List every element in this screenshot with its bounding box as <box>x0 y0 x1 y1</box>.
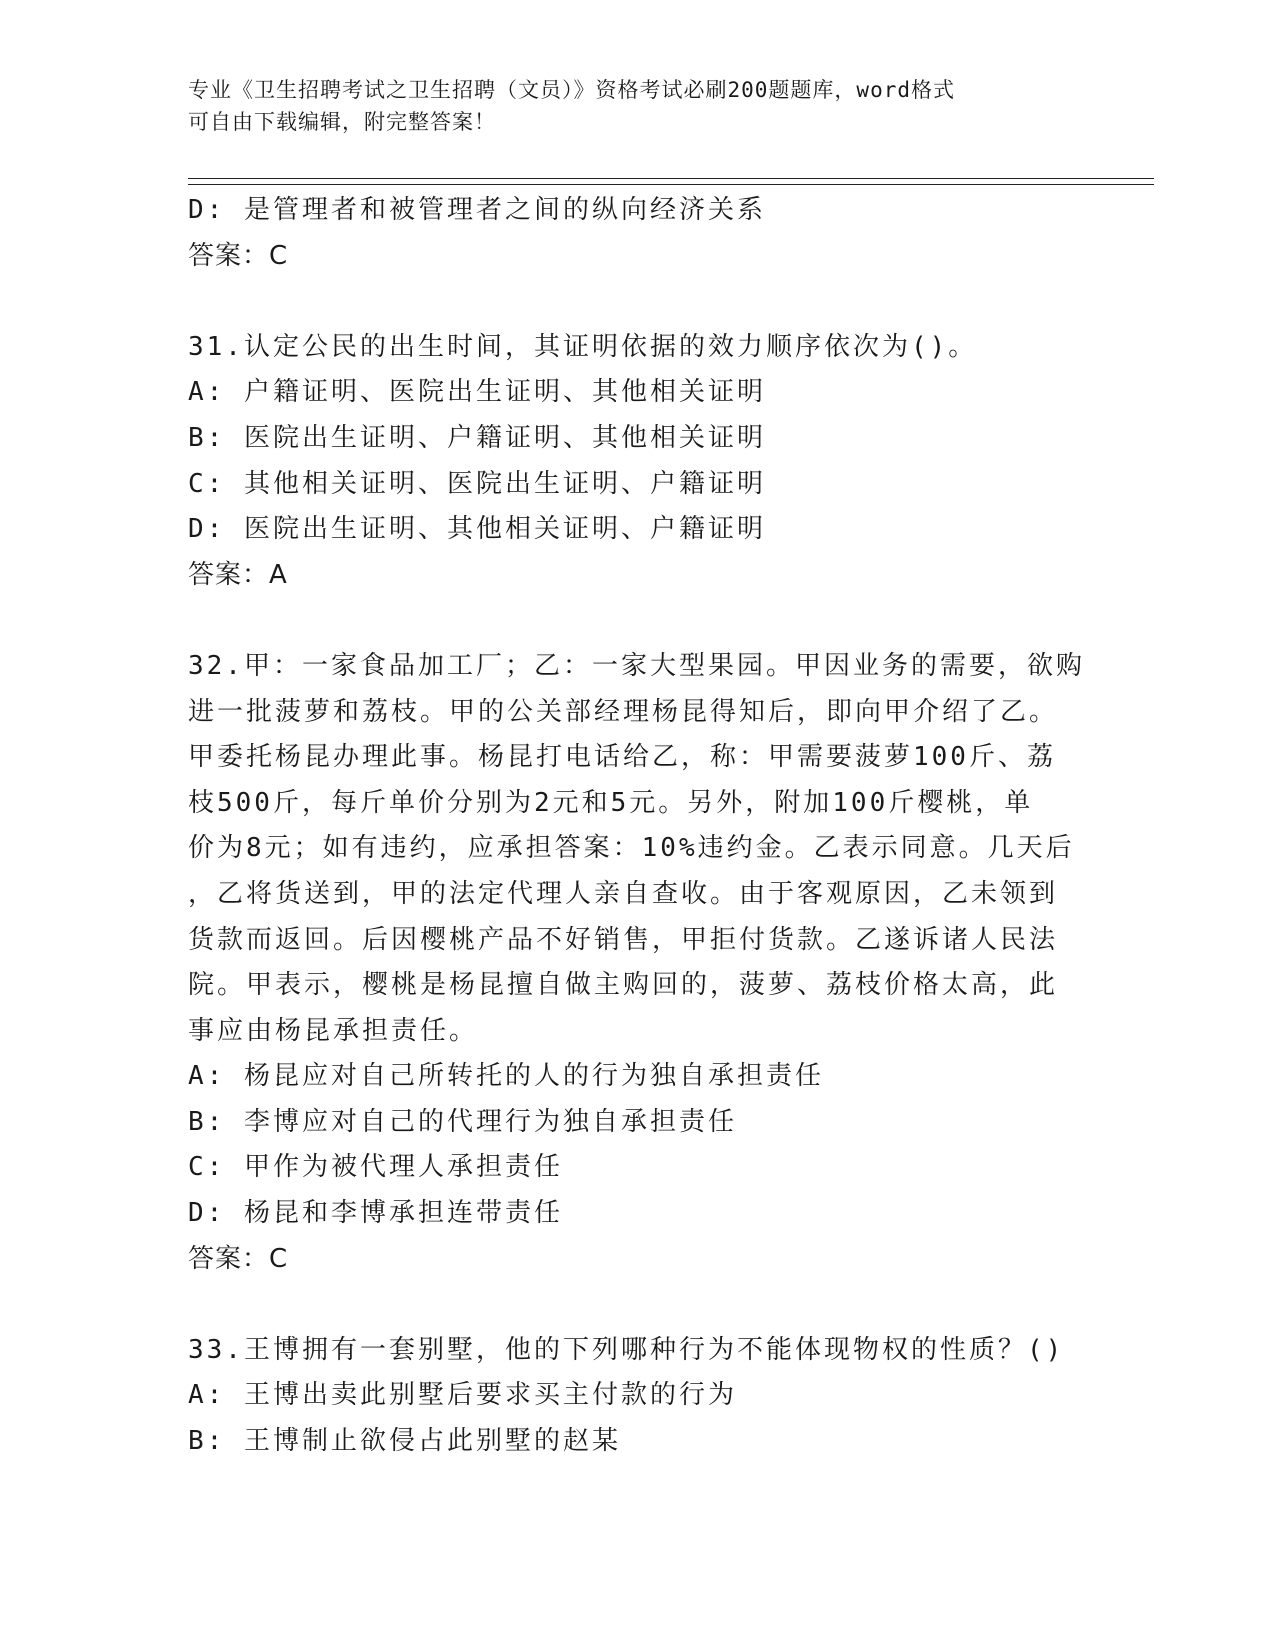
answer: 答案：C <box>188 240 289 271</box>
document-header <box>188 74 1068 138</box>
header-rule-bottom <box>188 184 1154 185</box>
option-b: B: 李博应对自己的代理行为独自承担责任 <box>188 1106 737 1137</box>
option-c: C: 其他相关证明、医院出生证明、户籍证明 <box>188 468 766 499</box>
spacer <box>188 598 1068 644</box>
previous-question-tail <box>188 188 1068 279</box>
question-stem-line: 院。甲表示，樱桃是杨昆擅自做主购回的，菠萝、荔枝价格太高，此 <box>188 970 1059 1001</box>
spacer <box>188 279 1068 325</box>
answer: 答案：A <box>188 559 288 590</box>
question-stem-line: ，乙将货送到，甲的法定代理人亲自查收。由于客观原因，乙未领到 <box>188 878 1059 909</box>
option-d: D: 是管理者和被管理者之间的纵向经济关系 <box>188 195 766 225</box>
option-c: C: 甲作为被代理人承担责任 <box>188 1152 563 1183</box>
question-stem-line: 甲委托杨昆办理此事。杨昆打电话给乙，称：甲需要菠萝100斤、荔 <box>188 742 1056 773</box>
question-stem-line: 价为8元；如有违约，应承担答案：10%违约金。乙表示同意。几天后 <box>188 833 1075 864</box>
question-stem: 31.认定公民的出生时间，其证明依据的效力顺序依次为()。 <box>188 331 978 362</box>
option-d: D: 杨昆和李博承担连带责任 <box>188 1198 563 1229</box>
answer: 答案：C <box>188 1243 289 1274</box>
option-a: A: 杨昆应对自己所转托的人的行为独自承担责任 <box>188 1061 824 1092</box>
option-a: A: 户籍证明、医院出生证明、其他相关证明 <box>188 377 766 408</box>
spacer <box>188 1282 1068 1328</box>
question-stem-line: 事应由杨昆承担责任。 <box>188 1015 479 1046</box>
question-33 <box>188 1328 1068 1465</box>
question-stem: 33.王博拥有一套别墅，他的下列哪种行为不能体现物权的性质？() <box>188 1334 1065 1365</box>
header-line-1: 专业《卫生招聘考试之卫生招聘（文员）》资格考试必刷200题题库，word格式 <box>188 78 955 102</box>
question-stem-line: 枝500斤，每斤单价分别为2元和5元。另外，附加100斤樱桃，单 <box>188 787 1034 818</box>
question-stem-line: 货款而返回。后因樱桃产品不好销售，甲拒付货款。乙遂诉诸人民法 <box>188 924 1059 955</box>
question-32 <box>188 644 1085 1282</box>
question-31 <box>188 325 1068 599</box>
option-d: D: 医院出生证明、其他相关证明、户籍证明 <box>188 514 766 545</box>
question-stem-line: 进一批菠萝和荔枝。甲的公关部经理杨昆得知后，即向甲介绍了乙。 <box>188 696 1059 727</box>
header-line-2: 可自由下载编辑，附完整答案！ <box>188 110 496 134</box>
header-rule-top <box>188 178 1154 179</box>
option-b: B: 医院出生证明、户籍证明、其他相关证明 <box>188 422 766 453</box>
document-body <box>188 188 1085 1465</box>
option-b: B: 王博制止欲侵占此别墅的赵某 <box>188 1426 621 1457</box>
question-stem-line: 32.甲：一家食品加工厂；乙：一家大型果园。甲因业务的需要，欲购 <box>188 650 1085 681</box>
option-a: A: 王博出卖此别墅后要求买主付款的行为 <box>188 1380 737 1411</box>
